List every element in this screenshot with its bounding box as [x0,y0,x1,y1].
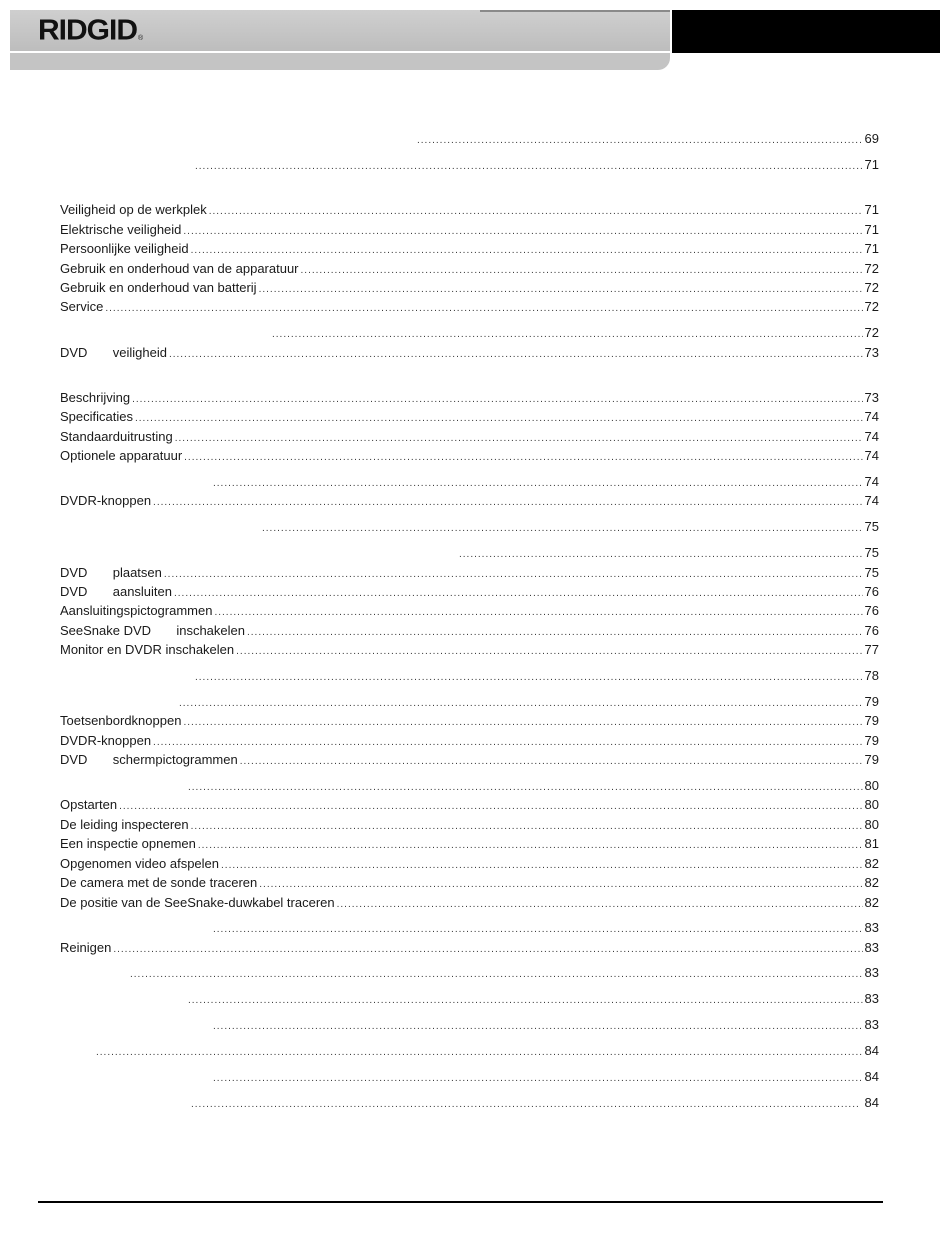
toc-entry-page: 74 [864,409,879,424]
toc-entry-page: 76 [864,603,879,618]
toc-entry-page: 79 [864,752,879,767]
toc-entry[interactable] [60,940,879,956]
toc-leader-dots [195,159,863,175]
toc-leader-dots [119,799,862,815]
toc-leader-dots [240,754,863,770]
toc-leader-dots [213,1071,863,1087]
toc-entry-label: DVD aansluiten [60,584,172,599]
toc-entry-label: De camera met de sonde traceren [60,875,258,890]
toc-entry-label: Aansluitingspictogrammen [60,603,213,618]
toc-entry[interactable] [211,920,879,936]
toc-entry-page: 75 [864,565,879,580]
toc-entry-label: De positie van de SeeSnake-duwkabel traceren [60,895,335,910]
toc-entry-page: 74 [864,429,879,444]
toc-entry-label: Optionele apparatuur [60,448,183,463]
toc-entry-page: 78 [864,668,879,683]
toc-entry-page: 72 [864,280,879,295]
toc-entry-page: 72 [864,261,879,276]
toc-leader-dots [214,605,862,621]
toc-entry-label: Toetsenbordknoppen [60,713,182,728]
toc-entry-page: 84 [860,1095,879,1110]
toc-entry-label: Opgenomen video afspelen [60,856,220,871]
toc-entry[interactable] [128,965,879,981]
toc-leader-dots [213,922,863,938]
toc-entry[interactable] [60,817,879,833]
toc-entry[interactable] [193,157,879,173]
toc-entry-page: 75 [864,519,879,534]
toc-leader-dots [169,347,863,363]
toc-leader-dots [259,282,863,298]
toc-leader-dots [175,431,863,447]
toc-entry-page: 74 [864,493,879,508]
toc-entry[interactable] [60,390,879,406]
toc-entry-label: DVD veiligheid [60,345,167,360]
toc-entry-page: 73 [864,345,879,360]
footer-rule [38,1201,883,1203]
toc-entry[interactable] [211,1069,879,1085]
toc-leader-dots [191,1097,859,1113]
toc-leader-dots [179,696,863,712]
toc-leader-dots [153,735,862,751]
toc-entry[interactable] [60,222,879,238]
toc-entry[interactable] [60,895,879,911]
toc-entry-page: 75 [864,545,879,560]
toc-entry[interactable] [415,131,879,147]
toc-leader-dots [209,204,863,220]
header-strip [10,53,670,70]
toc-leader-dots [262,521,863,537]
toc-entry[interactable] [60,241,879,257]
toc-leader-dots [153,495,862,511]
header-rule [480,10,670,12]
toc-entry[interactable] [60,713,879,729]
toc-entry-page: 74 [864,448,879,463]
toc-entry-label: Specificaties [60,409,133,424]
toc-entry[interactable] [60,875,879,891]
toc-entry-page: 82 [864,875,879,890]
toc-entry-label: DVDR-knoppen [60,733,152,748]
toc-leader-dots [183,715,862,731]
toc-entry-page: 76 [864,623,879,638]
toc-entry-page: 81 [864,836,879,851]
toc-leader-dots [174,586,863,602]
toc-entry-label: Beschrijving [60,390,131,405]
toc-entry-label: Veiligheid op de werkplek [60,202,207,217]
toc-entry[interactable] [60,280,879,296]
toc-entry-page: 80 [864,778,879,793]
registered-mark: ® [138,35,144,42]
toc-leader-dots [183,224,862,240]
toc-entry[interactable] [60,345,879,361]
toc-leader-dots [213,1019,863,1035]
toc-leader-dots [96,1045,863,1061]
toc-entry[interactable] [270,325,879,341]
toc-leader-dots [164,567,863,583]
toc-leader-dots [459,547,863,563]
toc-entry[interactable] [260,519,879,535]
logo-text: RIDGID [38,14,137,47]
toc-entry-page: 74 [864,474,879,489]
ridgid-logo [38,14,143,48]
toc-entry-label: Gebruik en onderhoud van batterij [60,280,257,295]
toc-entry-label: Reinigen [60,940,112,955]
toc-leader-dots [247,625,863,641]
toc-entry[interactable] [60,584,879,600]
toc-entry-page: 79 [864,694,879,709]
toc-entry-page: 83 [864,965,879,980]
toc-entry-label: Gebruik en onderhoud van de apparatuur [60,261,299,276]
toc-entry-page: 80 [864,817,879,832]
toc-entry-label: Monitor en DVDR inschakelen [60,642,235,657]
toc-entry[interactable] [60,752,879,768]
toc-entry[interactable] [60,299,879,315]
toc-entry-label: Een inspectie opnemen [60,836,196,851]
toc-entry[interactable] [186,778,879,794]
toc-leader-dots [188,993,863,1009]
toc-leader-dots [213,476,863,492]
toc-leader-dots [191,819,863,835]
toc-entry[interactable] [60,603,879,619]
toc-leader-dots [301,263,863,279]
toc-entry-page: 77 [864,642,879,657]
toc-entry-label: Elektrische veiligheid [60,222,182,237]
toc-leader-dots [132,392,862,408]
toc-leader-dots [417,133,863,149]
toc-entry[interactable] [60,429,879,445]
toc-entry-page: 79 [864,733,879,748]
toc-entry[interactable] [60,836,879,852]
toc-entry-label: Persoonlijke veiligheid [60,241,189,256]
toc-entry-page: 84 [864,1043,879,1058]
toc-entry-page: 83 [864,940,879,955]
toc-entry[interactable] [177,694,879,710]
toc-leader-dots [221,858,863,874]
toc-leader-dots [184,450,862,466]
toc-entry-page: 83 [864,920,879,935]
toc-entry-label: DVD plaatsen [60,565,162,580]
toc-leader-dots [236,644,862,660]
toc-entry[interactable] [60,261,879,277]
toc-entry[interactable] [211,474,879,490]
toc-entry-label: SeeSnake DVD inschakelen [60,623,245,638]
toc-leader-dots [272,327,863,343]
toc-entry[interactable] [211,1017,879,1033]
toc-entry-label: Opstarten [60,797,118,812]
toc-leader-dots [105,301,862,317]
toc-leader-dots [259,877,862,893]
toc-leader-dots [135,411,863,427]
toc-entry-page: 72 [864,325,879,340]
toc-entry-page: 83 [864,1017,879,1032]
toc-leader-dots [130,967,863,983]
toc-leader-dots [188,780,863,796]
toc-entry-page: 71 [864,222,879,237]
toc-entry[interactable] [94,1043,879,1059]
toc-entry-page: 76 [864,584,879,599]
toc-entry[interactable] [60,202,879,218]
toc-entry-page: 71 [864,202,879,217]
toc-entry-label: Service [60,299,104,314]
toc-leader-dots [195,670,863,686]
toc-entry-label: DVD schermpictogrammen [60,752,238,767]
toc-entry[interactable] [60,565,879,581]
toc-entry[interactable] [60,733,879,749]
toc-entry-page: 69 [864,131,879,146]
toc-entry-page: 73 [864,390,879,405]
toc-entry-page: 79 [864,713,879,728]
header-black-block [672,10,940,53]
toc-entry-page: 72 [864,299,879,314]
toc-entry[interactable] [457,545,879,561]
toc-entry-page: 83 [864,991,879,1006]
toc-entry-page: 80 [864,797,879,812]
toc-entry[interactable] [60,493,879,509]
toc-entry-page: 71 [864,241,879,256]
toc-entry-page: 82 [864,895,879,910]
toc-leader-dots [337,897,863,913]
toc-entry[interactable] [60,797,879,813]
toc-entry-label: Standaarduitrusting [60,429,173,444]
toc-leader-dots [191,243,863,259]
toc-entry-page: 84 [864,1069,879,1084]
toc-leader-dots [113,942,862,958]
toc-entry[interactable] [60,856,879,872]
toc-entry[interactable] [189,1095,879,1111]
toc-entry[interactable] [60,642,879,658]
toc-entry[interactable] [60,623,879,639]
toc-entry[interactable] [193,668,879,684]
toc-entry[interactable] [60,409,879,425]
toc-entry[interactable] [60,448,879,464]
toc-entry-page: 71 [864,157,879,172]
toc-entry-label: DVDR-knoppen [60,493,152,508]
toc-entry-page: 82 [864,856,879,871]
toc-entry[interactable] [186,991,879,1007]
toc-leader-dots [198,838,863,854]
toc-entry-label: De leiding inspecteren [60,817,189,832]
